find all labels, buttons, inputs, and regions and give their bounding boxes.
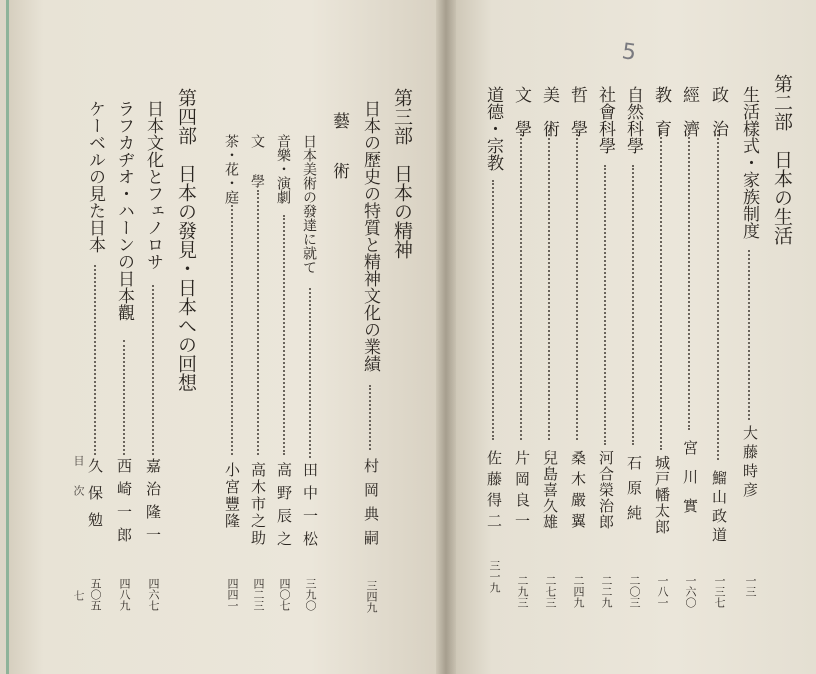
toc-author-koeber: 久保勉 [86, 458, 104, 539]
toc-page-politics: 一三七 [713, 575, 726, 608]
leader-dots [257, 190, 259, 455]
leader-dots [309, 288, 311, 458]
leader-dots [576, 130, 578, 440]
toc-page-natural-science: 二〇三 [628, 575, 641, 608]
toc-title-natural-science: 自然科學 [623, 86, 643, 154]
leader-dots [548, 130, 550, 440]
toc-title-tea-flower-garden: 茶・花・庭 [223, 134, 239, 204]
toc-page-fenollosa: 四六七 [147, 578, 160, 611]
leader-dots [688, 130, 690, 430]
toc-page-philosophy: 二四九 [572, 575, 585, 608]
toc-author-politics: 鰡山政道 [710, 470, 728, 546]
toc-author-morality-religion: 佐藤得二 [485, 450, 503, 534]
toc-page-social-science: 二二九 [600, 575, 613, 608]
toc-title-hearn: ラフカヂオ・ハーンの日本觀 [114, 100, 134, 321]
toc-author-lifestyle: 大藤時彦 [741, 425, 759, 501]
toc-title-politics: 政 治 [708, 86, 728, 137]
part4-title: 第四部 日本の發見・日本への回想 [175, 88, 197, 392]
toc-page-art-development: 三九〇 [304, 578, 317, 611]
toc-author-literature-2: 高木市之助 [249, 462, 267, 547]
toc-author-literature: 片岡良一 [513, 450, 531, 534]
leader-dots [748, 250, 750, 420]
toc-page-education: 一八一 [656, 575, 669, 608]
part2-title: 第二部 日本の生活 [771, 74, 793, 245]
toc-author-education: 城戸幡太郎 [653, 455, 671, 535]
leader-dots [520, 130, 522, 440]
toc-title-literature: 文 學 [511, 86, 531, 137]
toc-author-social-science: 河合榮治郎 [597, 450, 615, 530]
folio-number: 七 [72, 590, 85, 601]
leader-dots [492, 180, 494, 440]
toc-author-philosophy: 桑木嚴翼 [569, 450, 587, 534]
toc-page-economy: 一六〇 [684, 575, 697, 608]
leader-dots [660, 130, 662, 450]
toc-page-fine-arts: 二七三 [544, 575, 557, 608]
toc-page-hearn: 四八九 [118, 578, 131, 611]
pencil-mark: 5 [620, 39, 638, 66]
toc-title-literature-2: 文 學 [249, 134, 265, 194]
leader-dots [632, 165, 634, 445]
leader-dots [717, 130, 719, 460]
leader-dots [283, 215, 285, 455]
toc-title-art-development: 日本美術の發達に就て [301, 134, 317, 274]
toc-title-social-science: 社會科學 [595, 86, 615, 154]
toc-author-natural-science: 石原純 [625, 455, 643, 530]
toc-title-history-spirit: 日本の歷史の特質と精神文化の業績 [360, 100, 380, 372]
toc-title-philosophy: 哲 學 [567, 86, 587, 137]
toc-author-fenollosa: 嘉治隆一 [144, 458, 162, 550]
leader-dots [152, 285, 154, 455]
toc-author-art-development: 田中一松 [301, 462, 319, 554]
toc-page-literature-2: 四二三 [252, 578, 265, 611]
toc-page-music-drama: 四〇七 [278, 578, 291, 611]
toc-page-lifestyle: 一三 [744, 575, 757, 597]
toc-page-literature: 二九三 [516, 575, 529, 608]
leader-dots [369, 385, 371, 450]
toc-title-music-drama: 音樂・演劇 [275, 134, 291, 204]
toc-author-hearn: 西崎一郎 [115, 458, 133, 550]
folio-label: 目 次 [72, 455, 85, 500]
leader-dots [94, 265, 96, 455]
toc-page-history-spirit: 三四九 [365, 580, 378, 613]
toc-title-fenollosa: 日本文化とフェノロサ [143, 100, 163, 270]
part3-title: 第三部 日本の精神 [391, 88, 413, 259]
toc-title-fine-arts: 美 術 [539, 86, 559, 137]
toc-page-koeber: 五〇五 [89, 578, 102, 611]
arts-heading: 藝 術 [329, 112, 349, 187]
toc-title-koeber: ケーベルの見た日本 [85, 100, 105, 253]
leader-dots [231, 205, 233, 455]
toc-author-economy: 宮川實 [681, 440, 699, 527]
toc-title-education: 教 育 [651, 86, 671, 137]
toc-author-fine-arts: 兒島喜久雄 [541, 450, 559, 530]
leader-dots [123, 340, 125, 455]
toc-title-lifestyle: 生活樣式・家族制度 [739, 86, 759, 239]
toc-author-history-spirit: 村岡典嗣 [362, 458, 380, 554]
book-gutter [436, 0, 456, 674]
toc-author-tea-flower-garden: 小宮豐隆 [223, 462, 241, 530]
leader-dots [604, 165, 606, 445]
toc-page-morality-religion: 三一九 [488, 560, 501, 593]
toc-page-tea-flower-garden: 四四一 [226, 578, 239, 611]
toc-author-music-drama: 高野辰之 [275, 462, 293, 554]
toc-title-economy: 經 濟 [679, 86, 699, 137]
toc-title-morality-religion: 道德・宗教 [483, 86, 503, 171]
